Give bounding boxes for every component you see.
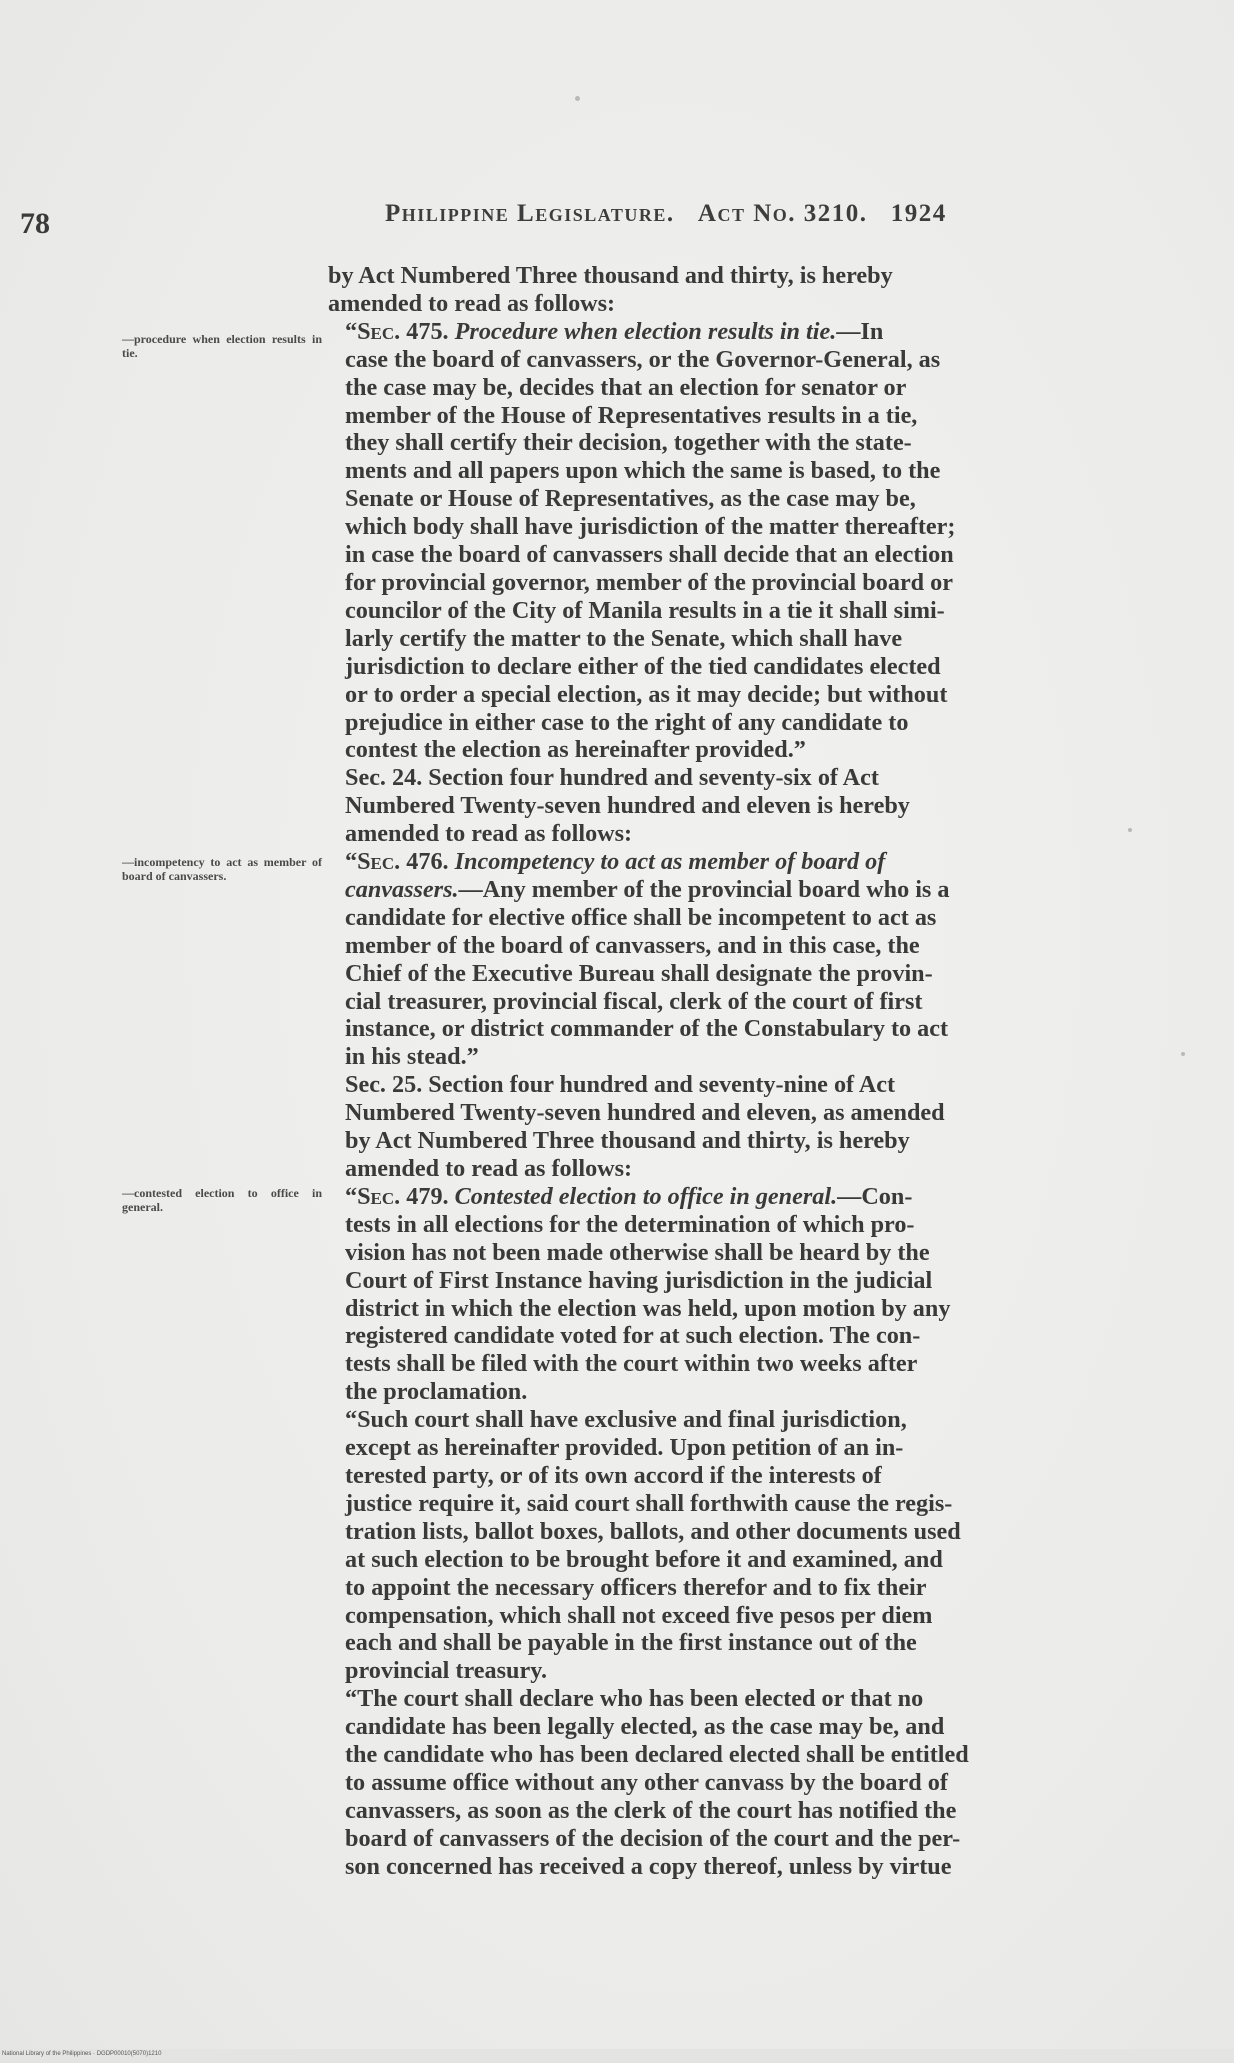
running-head-chamber: Philippine Legislature.	[385, 200, 675, 227]
margin-note-contested-election: —contested election to office in general.	[122, 1186, 322, 1214]
text-line: Sec. 25. Section four hundred and seventy-nine of Act	[345, 1071, 896, 1099]
text-line: Chief of the Executive Bureau shall designate the provin-	[345, 959, 933, 987]
scan-footer-text: National Library of the Philippines · DGDP00010(5070)1210	[2, 2051, 162, 2057]
text-line: canvassers.—Any member of the provincial board who is a	[345, 875, 950, 903]
margin-note-procedure-tie: —procedure when election results in tie.	[122, 332, 322, 360]
text-line: “The court shall declare who has been elected or that no	[345, 1685, 924, 1713]
text-line: or to order a special election, as it may decide; but without	[345, 680, 948, 708]
footer-strip	[0, 2049, 1234, 2063]
section-476	[328, 848, 1104, 1071]
scan-speck	[1181, 1052, 1185, 1056]
text-line: larly certify the matter to the Senate, which shall have	[345, 624, 903, 652]
section-475-heading: “Sec. 475. Procedure when election results in tie.—In	[345, 317, 884, 345]
text-line: ments and all papers upon which the same is based, to the	[345, 457, 941, 485]
text-line: candidate for elective office shall be incompetent to act as	[345, 903, 937, 931]
text-line: “Such court shall have exclusive and final jurisdiction,	[345, 1406, 907, 1434]
text-line: for provincial governor, member of the provincial board or	[345, 568, 954, 596]
page-number: 78	[20, 207, 50, 240]
text-line: contest the election as hereinafter provided.”	[345, 736, 806, 764]
text-line: amended to read as follows:	[345, 1155, 633, 1182]
text-line: except as hereinafter provided. Upon petition of an in-	[345, 1434, 904, 1462]
text-line: son concerned has received a copy thereof, unless by virtue	[345, 1852, 952, 1880]
section-479	[328, 1183, 1104, 1406]
scan-speck	[575, 96, 580, 101]
text-line: tests in all elections for the determination of which pro-	[345, 1210, 915, 1238]
text-line: board of canvassers of the decision of the court and the per-	[345, 1824, 961, 1852]
paragraph-intro	[328, 262, 1104, 318]
text-line: by Act Numbered Three thousand and thirty, is hereby	[345, 1127, 910, 1155]
running-head-year: 1924	[890, 200, 947, 227]
paragraph-court-shall-declare	[328, 1685, 1104, 1880]
text-line: which body shall have jurisdiction of the matter thereafter;	[345, 513, 956, 541]
text-line: at such election to be brought before it and examined, and	[345, 1545, 943, 1573]
text-line: justice require it, said court shall forthwith cause the regis-	[345, 1489, 953, 1517]
section-475-title: Procedure when election results in tie.	[454, 317, 837, 345]
paragraph-such-court	[328, 1406, 1104, 1685]
text-line: they shall certify their decision, together with the state-	[345, 429, 912, 457]
text-line: tests shall be filed with the court within two weeks after	[345, 1350, 918, 1378]
section-475	[328, 318, 1104, 765]
text-line: in his stead.”	[345, 1043, 479, 1071]
text-line: Court of First Instance having jurisdiction in the judicial	[345, 1266, 933, 1294]
text-line: Senate or House of Representatives, as the case may be,	[345, 485, 916, 513]
text-line: each and shall be payable in the first instance out of the	[345, 1629, 917, 1657]
text-line: to assume office without any other canvass by the board of	[345, 1768, 948, 1796]
text-line: Numbered Twenty-seven hundred and eleven is hereby	[345, 792, 910, 820]
section-479-title: Contested election to office in general.	[454, 1182, 838, 1210]
text-line: jurisdiction to declare either of the tied candidates elected	[345, 652, 941, 680]
text-line: registered candidate voted for at such election. The con-	[345, 1322, 921, 1350]
text-line: councilor of the City of Manila results in a tie it shall simi-	[345, 596, 945, 624]
text-line: member of the House of Representatives results in a tie,	[345, 401, 918, 429]
section-479-heading: “Sec. 479. Contested election to office in general.—Con-	[345, 1182, 913, 1210]
text-line: district in which the election was held, upon motion by any	[345, 1294, 951, 1322]
section-476-title: Incompetency to act as member of board of	[454, 848, 886, 876]
text-line: the candidate who has been declared elected shall be entitled	[345, 1741, 969, 1769]
text-line: cial treasurer, provincial fiscal, clerk of the court of first	[345, 987, 923, 1015]
text-line: amended to read as follows:	[328, 289, 616, 317]
text-line: canvassers, as soon as the clerk of the court has notified the	[345, 1796, 957, 1824]
text-line: the case may be, decides that an election for senator or	[345, 373, 907, 401]
running-head	[385, 200, 1105, 228]
text-line: amended to read as follows:	[345, 820, 633, 848]
text-line: to appoint the necessary officers therefor and to fix their	[345, 1573, 927, 1601]
section-25	[328, 1071, 1104, 1183]
text-line: provincial treasury.	[345, 1657, 548, 1685]
margin-note-incompetency: —incompetency to act as member of board of canvassers.	[122, 855, 322, 883]
section-476-heading: “Sec. 476. Incompetency to act as member of board of	[345, 848, 886, 876]
text-line: instance, or district commander of the Constabulary to act	[345, 1015, 949, 1043]
text-line: Numbered Twenty-seven hundred and eleven, as amended	[345, 1099, 945, 1127]
text-line: case the board of canvassers, or the Governor-General, as	[345, 345, 941, 373]
text-line: tration lists, ballot boxes, ballots, and other documents used	[345, 1517, 961, 1545]
text-line: terested party, or of its own accord if the interests of	[345, 1461, 882, 1489]
body-text	[328, 262, 1104, 1881]
text-line: compensation, which shall not exceed five pesos per diem	[345, 1601, 933, 1629]
text-line: candidate has been legally elected, as the case may be, and	[345, 1713, 945, 1741]
text-line: prejudice in either case to the right of any candidate to	[345, 708, 909, 736]
running-head-act: Act No. 3210.	[697, 200, 868, 227]
scan-speck	[1128, 828, 1132, 832]
text-line: Sec. 24. Section four hundred and seventy-six of Act	[345, 764, 879, 792]
text-line: member of the board of canvassers, and in this case, the	[345, 931, 920, 959]
text-line: vision has not been made otherwise shall be heard by the	[345, 1238, 930, 1266]
text-line: in case the board of canvassers shall decide that an election	[345, 541, 954, 569]
text-line: the proclamation.	[345, 1378, 528, 1406]
section-24	[328, 764, 1104, 848]
text-line: by Act Numbered Three thousand and thirty, is hereby	[328, 262, 893, 289]
